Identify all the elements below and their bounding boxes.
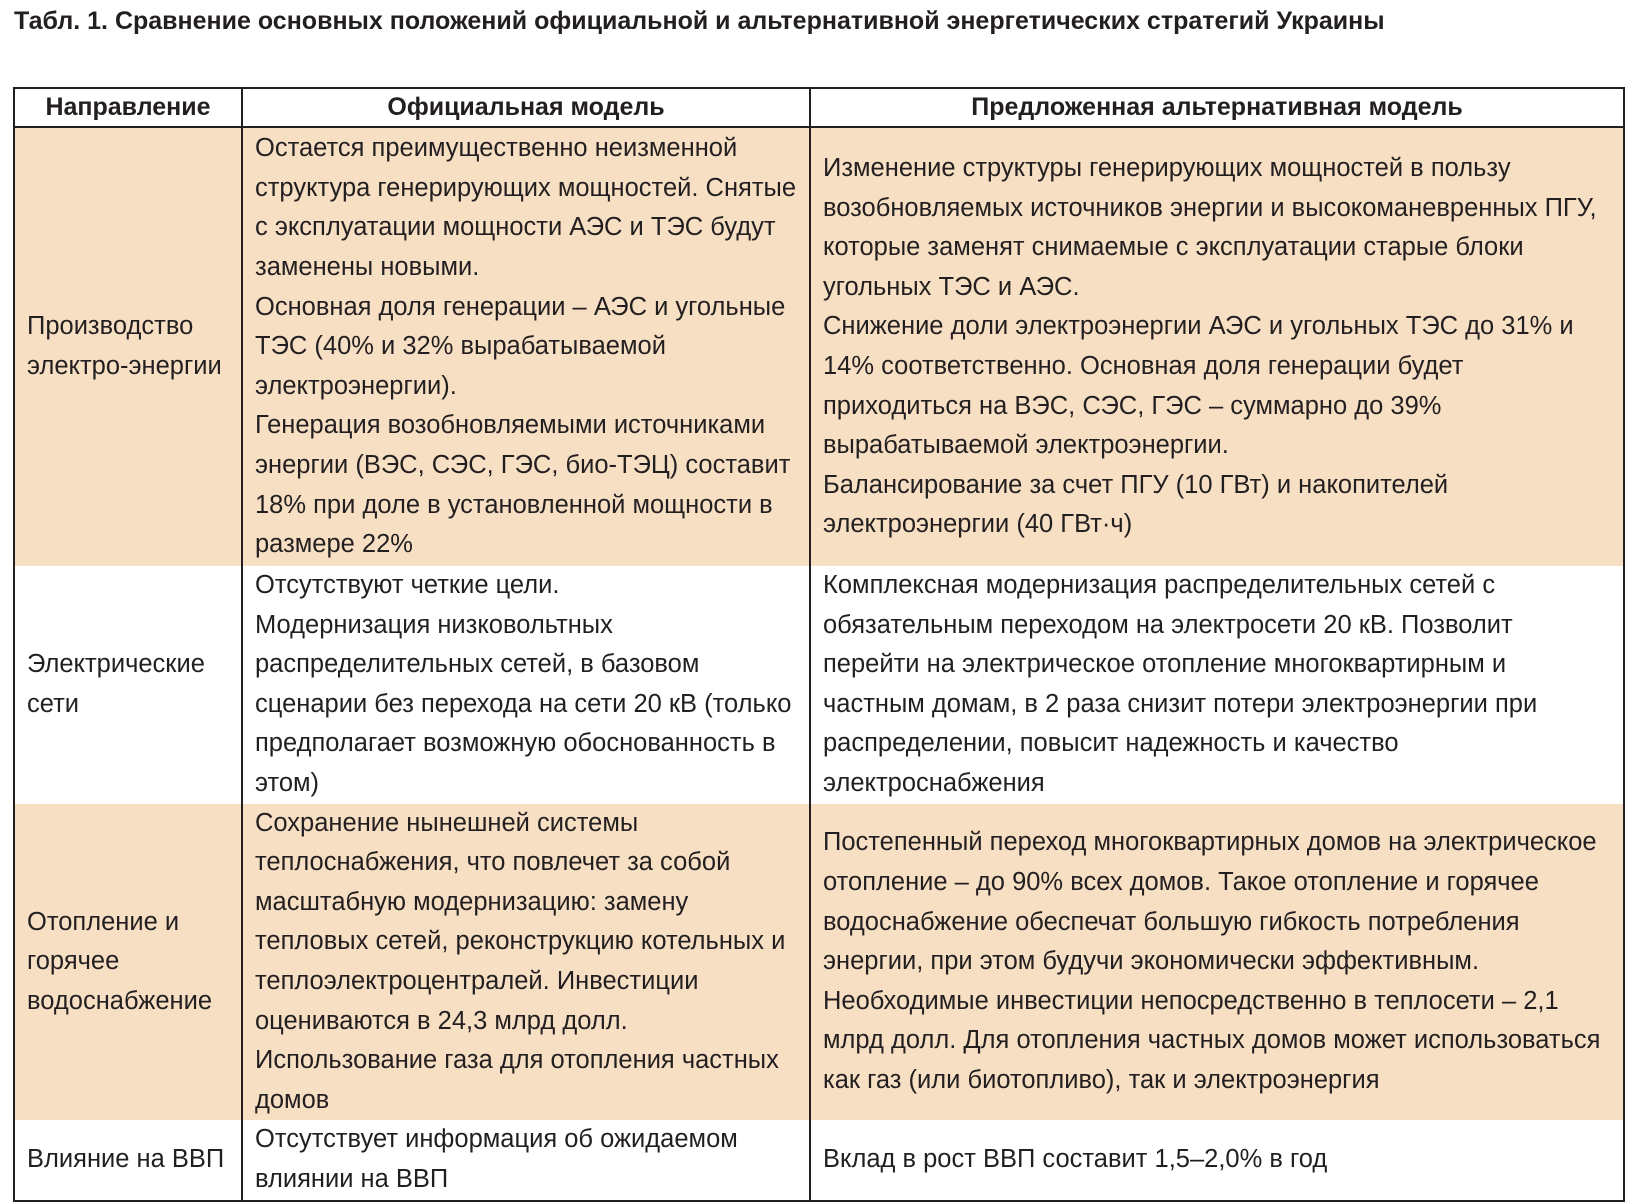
official-paragraph: Отсутствует информация об ожидаемом влиянии на ВВП bbox=[255, 1125, 738, 1193]
header-direction: Направление bbox=[14, 88, 242, 127]
official-paragraph: Модернизация низковольтных распределительных сетей, в базовом сценарии без перехода на сети 20 кВ (только предполагает возможную обоснованность в этом) bbox=[255, 610, 792, 797]
table-caption: Табл. 1. Сравнение основных положений официальной и альтернативной энергетических стратегий Украины bbox=[14, 7, 1385, 35]
official-cell bbox=[242, 804, 810, 1121]
alternative-paragraph: Вклад в рост ВВП составит 1,5–2,0% в год bbox=[823, 1145, 1328, 1174]
official-paragraph: Основная доля генерации – АЭС и угольные ТЭС (40% и 32% вырабатываемой электроэнергии). bbox=[255, 292, 786, 400]
alternative-paragraph: Изменение структуры генерирующих мощностей в пользу возобновляемых источников энергии и высокоманевренных ПГУ, которые заменят снимаемые с эксплуатации старые блоки угольных ТЭС и АЭС. bbox=[823, 154, 1597, 301]
alternative-paragraph: Снижение доли электроэнергии АЭС и угольных ТЭС до 31% и 14% соответственно. Основная доля генерации будет приходиться на ВЭС, СЭС, ГЭС – суммарно до 39% вырабатываемой электроэнергии. bbox=[823, 312, 1574, 460]
header-alternative-model: Предложенная альтернативная модель bbox=[810, 88, 1624, 127]
alternative-cell bbox=[810, 566, 1624, 804]
direction-cell: Производство электро-энергии bbox=[14, 127, 242, 566]
alternative-paragraph: Постепенный переход многоквартирных домов на электрическое отопление – до 90% всех домов. Такое отопление и горячее водоснабжение обеспечат большую гибкость потребления энергии, при этом будучи экономически эффективным. Необходимые инвестиции непосредственно в теплосети – 2,1 млрд долл. Для отопления частных домов может использоваться как газ (или биотопливо), так и электроэнергия bbox=[823, 828, 1601, 1094]
table-row bbox=[14, 1120, 1624, 1200]
direction-cell: Отопление и горячее водоснабжение bbox=[14, 804, 242, 1121]
alternative-paragraph: Комплексная модернизация распределительных сетей с обязательным переходом на электросети 20 кВ. Позволит перейти на электрическое отопление многоквартирным и частным домам, в 2 раза снизит потери электроэнергии при распределении, повысит надежность и качество электроснабжения bbox=[823, 571, 1538, 797]
table-row bbox=[14, 804, 1624, 1121]
official-cell bbox=[242, 566, 810, 804]
alternative-cell bbox=[810, 804, 1624, 1121]
official-paragraph: Отсутствуют четкие цели. bbox=[255, 571, 560, 599]
header-official-model: Официальная модель bbox=[242, 88, 810, 127]
table-row bbox=[14, 127, 1624, 566]
header-row bbox=[14, 88, 1624, 127]
official-paragraph: Генерация возобновляемыми источниками энергии (ВЭС, СЭС, ГЭС, био-ТЭЦ) составит 18% при доле в установленной мощности в размере 22% bbox=[255, 411, 791, 559]
official-cell bbox=[242, 127, 810, 566]
alternative-cell bbox=[810, 127, 1624, 566]
official-cell bbox=[242, 1120, 810, 1200]
official-paragraph: Остается преимущественно неизменной структура генерирующих мощностей. Снятые с эксплуатации мощности АЭС и ТЭС будут заменены новыми. bbox=[255, 134, 797, 282]
direction-cell: Электрические сети bbox=[14, 566, 242, 804]
direction-cell: Влияние на ВВП bbox=[14, 1120, 242, 1200]
table-row bbox=[14, 566, 1624, 804]
alternative-paragraph: Балансирование за счет ПГУ (10 ГВт) и накопителей электроэнергии (40 ГВт·ч) bbox=[823, 470, 1449, 539]
alternative-cell bbox=[810, 1120, 1624, 1200]
official-paragraph: Сохранение нынешней системы теплоснабжения, что повлечет за собой масштабную модернизацию: замену тепловых сетей, реконструкцию котельных и теплоэлектроцентралей. Инвестиции оцениваются в 24,3 млрд долл. Использование газа для отопления частных домов bbox=[255, 808, 786, 1114]
strategy-comparison-table bbox=[13, 87, 1625, 1202]
